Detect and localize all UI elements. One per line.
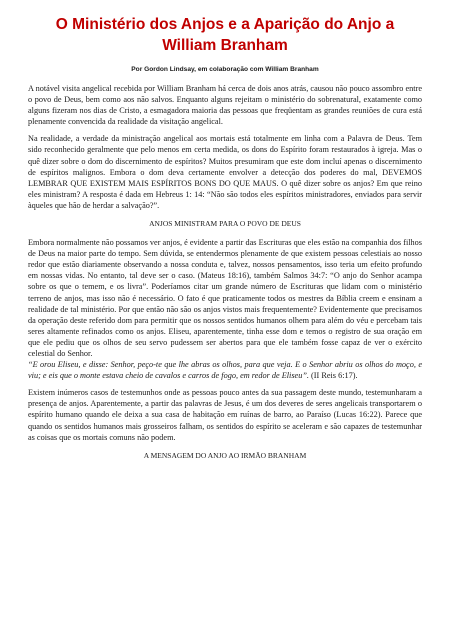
- scripture-quote: [28, 359, 422, 381]
- section-heading-angel-message: A MENSAGEM DO ANJO AO IRMÃO BRANHAM: [143, 450, 307, 460]
- paragraph-testimonies: Existem inúmeros casos de testemunhos onde as pessoas pouco antes da sua passagem deste mundo, testemunharam a presença de anjos. Aparentemente, a partir das palavras de Jesus, é um dos deveres de seres angelicais transportarem o espírito humano quando ele deixa a sua casa de habitação em ruínas de barro, ao Paraíso (Lucas 16:22). Parece que quando os sentidos humanos mais grosseiros falham, os sentidos do espírito se aceleram e são capazes de testemunhar as coisas que os mortais comuns não podem.: [28, 388, 422, 442]
- paragraph-intro: A notável visita angelical recebida por William Branham há cerca de dois anos atrás, causou não pouco assombro entre o povo de Deus, bem como aos não salvos. Enquanto alguns rejeitam o ministério do sobrenatural, exatamente como alguns fizeram nos dias de Cristo, a esmagadora maioria das pessoas que freqüentam as grandes reuniões de cura está plenamente convencida da realidade da visitação angelical.: [28, 84, 422, 127]
- paragraph-discernment: Na realidade, a verdade da ministração angelical aos mortais está totalmente em linha com a Palavra de Deus. Tem sido reconhecido geralmente que pelo menos em certa medida, os dons do Espírito foram restaurados à igreja. Mas o quê dizer sobre o dom do discernimento de espíritos? Muitos presumiram que este dom incluí apenas o discernimento de espíritos malignos. Embora o dom deva certamente envolver a detecção dos poderes do mal, DEVEMOS LEMBRAR QUE EXISTEM MAIS ESPÍRITOS BONS DO QUE MAUS. O quê dizer sobre os anjos? Em que reino eles ministram? A resposta é dada em Hebreus 1: 14: “Não são todos eles espíritos ministradores, enviados para servir àqueles que hão de herdar a salvação?”.: [28, 134, 422, 210]
- byline: Por Gordon Lindsay, em colaboração com William Branham: [131, 66, 319, 73]
- scripture-reference: (II Reis 6:17).: [308, 371, 358, 381]
- section-heading-angels-minister: ANJOS MINISTRAM PARA O POVO DE DEUS: [149, 219, 301, 229]
- paragraph-angels-company: Embora normalmente não possamos ver anjos, é evidente a partir das Escrituras que eles estão na companhia dos filhos de Deus na maior parte do tempo. Sem dúvida, se entendermos plenamente de que existem pessoas celestiais ao nosso redor que estão diariamente observando a nossa conduta e, talvez, nossos pensamentos, isso teria um efeito profundo em nossas vidas. No entanto, tal deve ser o caso. (Mateus 18:16), também Salmos 34:7: “O anjo do Senhor acampa sobre os que o temem, e os livra”. Poderíamos citar um grande número de Escrituras que lidam com o ministério terreno de anjos, mas isso não é necessário. O fato é que praticamente todos os mestres da Bíblia creem e ensinam a realidade de tal ministério. Por que então não são os anjos vistos mais frequentemente? Evidentemente que precisamos da operação deste referido dom para permitir que os nossos sentidos humanos olhem para além do véu e percebam tais seres altamente refinados como os anjos. Eliseu, aparentemente, tinha esse dom e temos o registro de sua oração em que ele pediu que os olhos de seu servo pudessem ser abertos para que ele também fosse capaz de ver o exército celestial do Senhor.: [28, 238, 422, 358]
- document-title: O Ministério dos Anjos e a Aparição do Anjo a William Branham: [55, 16, 395, 54]
- scripture-quote-text: “E orou Eliseu, e disse: Senhor, peço-te que lhe abras os olhos, para que veja. E o Senhor abriu os olhos do moço, e viu; e eis que o monte estava cheio de cavalos e carros de fogo, em redor de Eliseu”.: [28, 360, 422, 381]
